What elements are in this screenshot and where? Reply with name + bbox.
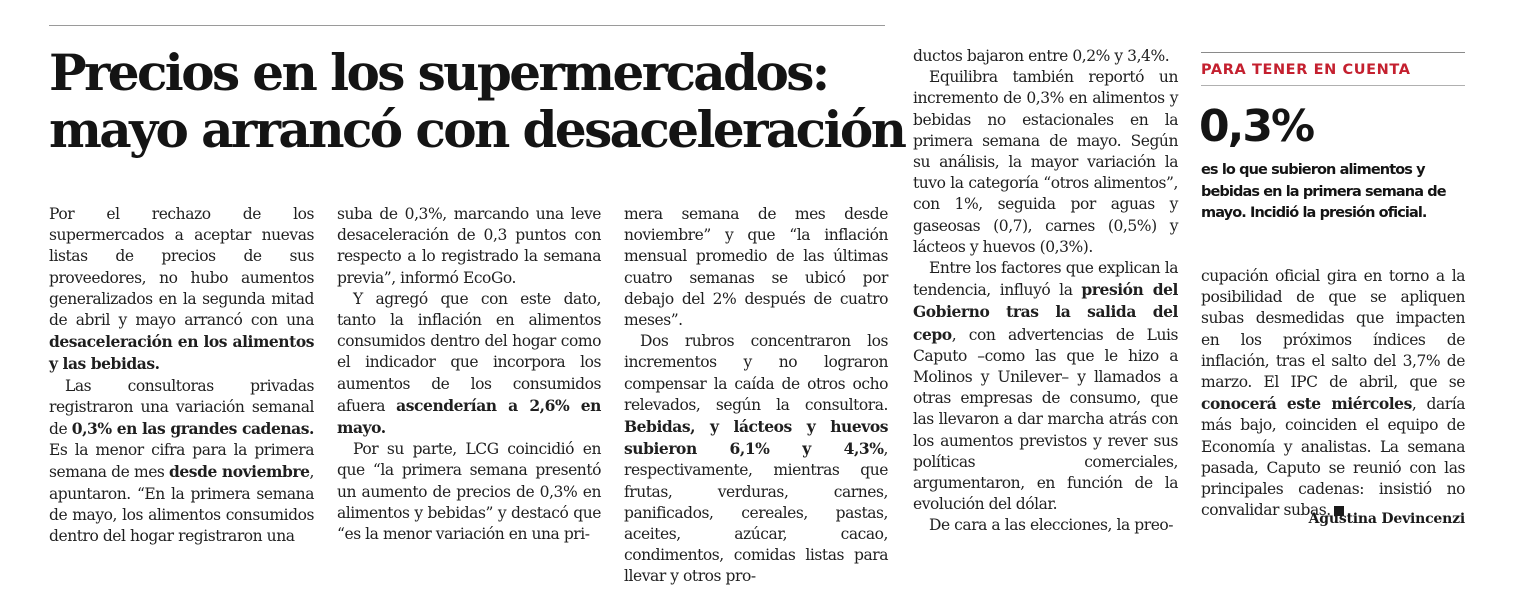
article-paragraph [913,46,1178,67]
bold-text-run: Bebidas, y lácteos y huevos subieron 6,1% y 4,3% [624,417,888,459]
bold-text-run: presión del Gobierno tras la salida del cepo [913,280,1178,344]
article-paragraph [624,204,888,331]
sidebar-kicker-divider [1201,85,1465,86]
article-paragraph [913,515,1178,536]
headline-line-2: mayo arrancó con desaceleración [49,100,905,159]
article-paragraph [49,376,314,548]
text-run: cupación oficial gira en torno a la posibilidad de que se apliquen subas desmedidas que impacten en los próximos índices de inflación, tras el salto del 3,7% de marzo. El IPC de abril, que se [1201,267,1465,392]
article-paragraph [337,204,601,289]
text-run: , apuntaron. “En la primera semana de mayo, los alimentos consumidos dentro del hogar registraron una [49,463,314,546]
text-run: Por su parte, LCG coincidió en que “la primera semana presentó un aumento de precios de 0,3% en alimentos y bebidas” y destacó que “es la menor variación en una pri- [337,440,601,544]
headline-line-1: Precios en los supermercados: [49,43,828,102]
byline: Agustina Devincenzi [1308,511,1465,527]
text-run: Y agregó que con este dato, tanto la inflación en alimentos consumidos dentro del hogar como el indicador que incorpora los aumentos de los consumidos afuera [337,289,601,415]
bold-text-run: desaceleración en los alimentos y las bebidas. [49,332,314,374]
text-run: Por el rechazo de los supermercados a aceptar nuevas listas de precios de sus proveedores, no hubo aumentos generalizados en la segunda mitad de abril y mayo arrancó con una [49,205,314,330]
article-column-5 [1201,266,1465,521]
sidebar-text: es lo que subieron alimentos y bebidas en la primera semana de mayo. Incidió la presión oficial. [1201,162,1446,221]
article-paragraph [49,204,314,376]
article-column-4 [913,46,1178,537]
text-run: mera semana de mes desde noviembre” y que “la inflación mensual promedio de las últimas cuatro semanas se ubicó por debajo del 2% después de cuatro meses”. [624,205,888,330]
top-divider [49,25,885,26]
article-paragraph [624,331,888,587]
article-paragraph [913,67,1178,258]
bold-text-run: desde noviembre [169,462,310,482]
text-run: , con advertencias de Luis Caputo –como las que le hizo a Molinos y Unilever– y llamados a otras empresas de consumo, que las llevaron a dar marcha atrás con los aumentos previstos y rever sus políticas comerciales, argumentaron, en función de la evolución del dólar. [913,325,1178,514]
text-run: ductos bajaron entre 0,2% y 3,4%. [913,47,1170,65]
article-paragraph [337,289,601,439]
sidebar-top-divider [1201,52,1465,53]
article-paragraph [913,258,1178,515]
text-run: De cara a las elecciones, la preo- [929,516,1174,535]
article-column-1 [49,204,314,547]
sidebar-figure: 0,3% [1199,101,1314,152]
headline [49,43,905,159]
text-run: Es la menor cifra para la primera semana de mes [49,441,314,482]
text-run: suba de 0,3%, marcando una leve desaceleración de 0,3 puntos con respecto a lo registrado la semana previa”, informó EcoGo. [337,205,601,287]
article-column-2 [337,204,601,545]
bold-text-run: ascenderían a 2,6% en mayo. [337,395,601,438]
article-paragraph [337,439,601,545]
article-paragraph [1201,266,1465,521]
text-run: Las consultoras privadas registraron una variación semanal de [49,376,314,439]
article-column-3 [624,204,888,588]
text-run: Dos rubros concentraron los incrementos y no lograron compensar la caída de otros ocho relevados, según la consultora. [624,332,888,414]
text-run: Equilibra también reportó un incremento de 0,3% en alimentos y bebidas no estacionales en la primera semana de mayo. Según su análisis, la mayor variación la tuvo la categoría “otros alimentos”, con 1%, seguida por aguas y gaseosas (0,7), carnes (0,5%) y lácteos y huevos (0,3%). [913,68,1178,256]
text-run: Entre los factores que explican la tendencia, influyó la [913,259,1178,300]
bold-text-run: 0,3% en las grandes cadenas. [71,419,314,439]
text-run: , daría más bajo, coinciden el equipo de Economía y analistas. La semana pasada, Caputo se reunió con las principales cadenas: insistió no convalidar subas. [1201,395,1466,520]
bold-text-run: conocerá este miércoles [1201,394,1412,414]
text-run: , respectivamente, mientras que frutas, verduras, carnes, panificados, cereales, pastas, aceites, azúcar, cacao, condimentos, comidas listas para llevar y otros pro- [624,440,888,586]
sidebar-kicker: PARA TENER EN CUENTA [1201,62,1411,78]
